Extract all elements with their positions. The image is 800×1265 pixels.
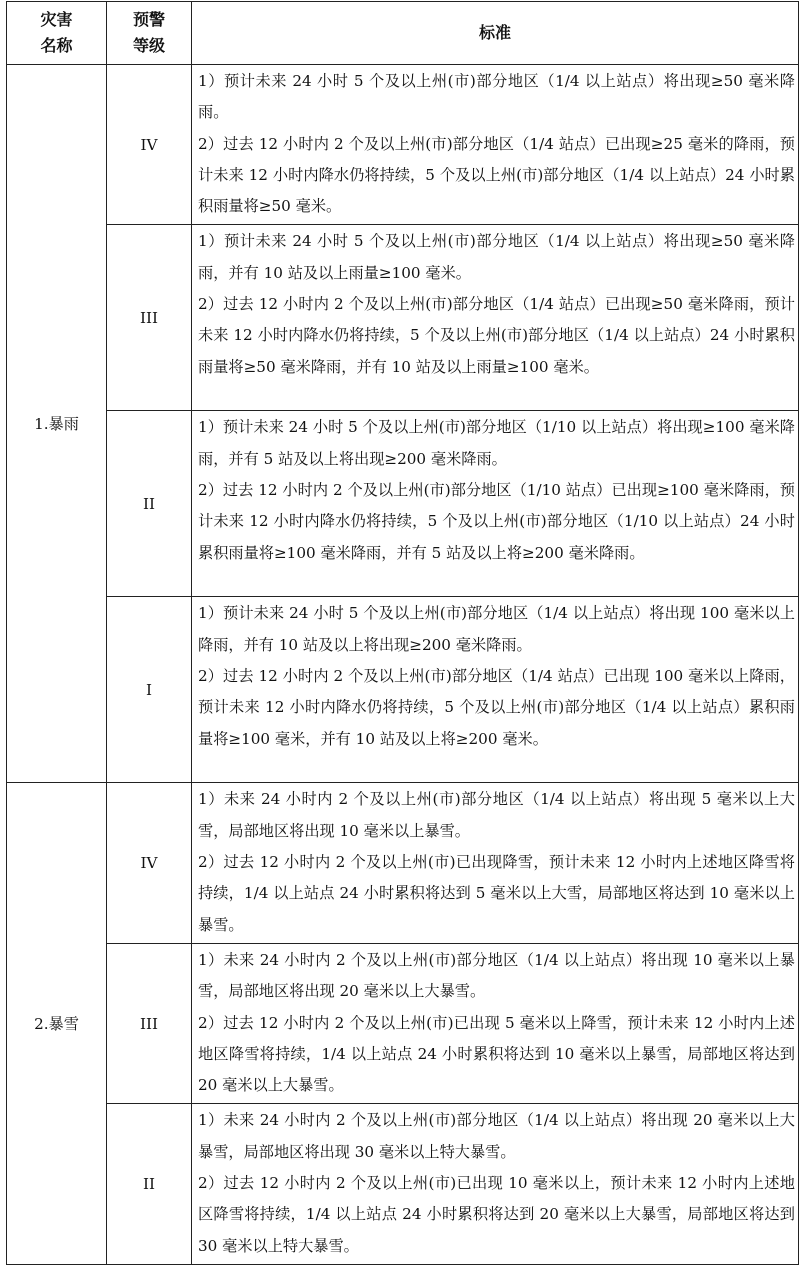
criterion-1: 1）预计未来 24 小时 5 个及以上州(市)部分地区（1/4 以上站点）将出现 100 毫米以上降雨，并有 10 站及以上将出现≥200 毫米降雨。 bbox=[198, 604, 795, 654]
header-standard: 标准 bbox=[192, 2, 799, 65]
standard-cell bbox=[192, 943, 799, 1103]
table-row bbox=[7, 597, 799, 783]
criterion-1: 1）未来 24 小时内 2 个及以上州(市)部分地区（1/4 以上站点）将出现 20 毫米以上大暴雪，局部地区将出现 30 毫米以上特大暴雪。 bbox=[198, 1111, 795, 1161]
category-cell-rainstorm: 1.暴雨 bbox=[7, 65, 107, 783]
criterion-2: 2）过去 12 小时内 2 个及以上州(市)部分地区（1/4 站点）已出现 100 毫米以上降雨，预计未来 12 小时内降水仍将持续，5 个及以上州(市)部分地区（1/4 以上站点）累积雨量将≥100 毫米，并有 10 站及以上将≥200 毫米。 bbox=[198, 667, 795, 748]
header-disaster-name: 灾害 名称 bbox=[7, 2, 107, 65]
level-cell: III bbox=[107, 225, 192, 411]
level-cell: III bbox=[107, 943, 192, 1103]
criterion-2: 2）过去 12 小时内 2 个及以上州(市)部分地区（1/4 站点）已出现≥50 毫米降雨，预计未来 12 小时内降水仍将持续，5 个及以上州(市)部分地区（1/4 以上站点）24 小时累积雨量将≥50 毫米降雨，并有 10 站及以上雨量≥100 毫米。 bbox=[198, 295, 795, 376]
table-row bbox=[7, 1104, 799, 1264]
level-cell: I bbox=[107, 597, 192, 783]
criterion-1: 1）未来 24 小时内 2 个及以上州(市)部分地区（1/4 以上站点）将出现 10 毫米以上暴雪，局部地区将出现 20 毫米以上大暴雪。 bbox=[198, 950, 795, 1001]
standard-cell bbox=[192, 597, 799, 783]
criterion-1: 1）预计未来 24 小时 5 个及以上州(市)部分地区（1/4 以上站点）将出现≥50 毫米降雨，并有 10 站及以上雨量≥100 毫米。 bbox=[198, 232, 795, 282]
category-cell-snowstorm: 2.暴雪 bbox=[7, 783, 107, 1264]
table-row bbox=[7, 943, 799, 1103]
standard-cell bbox=[192, 783, 799, 943]
level-cell: IV bbox=[107, 65, 192, 225]
standard-cell bbox=[192, 411, 799, 597]
criterion-2: 2）过去 12 小时内 2 个及以上州(市)已出现 10 毫米以上，预计未来 12 小时内上述地区降雪将持续，1/4 以上站点 24 小时累积将达到 20 毫米以上大暴雪，局部地区将达到 30 毫米以上特大暴雪。 bbox=[198, 1174, 795, 1255]
level-cell: II bbox=[107, 411, 192, 597]
level-cell: IV bbox=[107, 783, 192, 943]
standard-cell bbox=[192, 225, 799, 411]
criterion-2: 2）过去 12 小时内 2 个及以上州(市)已出现 5 毫米以上降雪，预计未来 12 小时内上述地区降雪将持续，1/4 以上站点 24 小时累积将达到 10 毫米以上暴雪，局部地区将达到 20 毫米以上大暴雪。 bbox=[198, 1013, 795, 1095]
table-row bbox=[7, 225, 799, 411]
standard-cell bbox=[192, 1104, 799, 1264]
criterion-2: 2）过去 12 小时内 2 个及以上州(市)部分地区（1/10 站点）已出现≥100 毫米降雨，预计未来 12 小时内降水仍将持续，5 个及以上州(市)部分地区（1/10 以上站点）24 小时累积雨量将≥100 毫米降雨，并有 5 站及以上将≥200 毫米降雨。 bbox=[198, 481, 795, 562]
criterion-1: 1）未来 24 小时内 2 个及以上州(市)部分地区（1/4 以上站点）将出现 5 毫米以上大雪，局部地区将出现 10 毫米以上暴雪。 bbox=[198, 790, 795, 840]
table-row bbox=[7, 65, 799, 225]
criterion-1: 1）预计未来 24 小时 5 个及以上州(市)部分地区（1/10 以上站点）将出现≥100 毫米降雨，并有 5 站及以上将出现≥200 毫米降雨。 bbox=[198, 418, 795, 468]
table-row bbox=[7, 783, 799, 943]
level-cell: II bbox=[107, 1104, 192, 1264]
criterion-1: 1）预计未来 24 小时 5 个及以上州(市)部分地区（1/4 以上站点）将出现≥50 毫米降雨。 bbox=[198, 72, 795, 122]
standard-cell bbox=[192, 65, 799, 225]
table-header-row bbox=[7, 2, 799, 65]
criterion-2: 2）过去 12 小时内 2 个及以上州(市)部分地区（1/4 站点）已出现≥25 毫米的降雨，预计未来 12 小时内降水仍将持续，5 个及以上州(市)部分地区（1/4 以上站点）24 小时累积雨量将≥50 毫米。 bbox=[198, 134, 795, 216]
warning-standards-table bbox=[6, 1, 799, 1265]
criterion-2: 2）过去 12 小时内 2 个及以上州(市)已出现降雪，预计未来 12 小时内上述地区降雪将持续，1/4 以上站点 24 小时累积将达到 5 毫米以上大雪，局部地区将达到 10 毫米以上暴雪。 bbox=[198, 853, 795, 934]
header-warning-level: 预警 等级 bbox=[107, 2, 192, 65]
table-row bbox=[7, 411, 799, 597]
